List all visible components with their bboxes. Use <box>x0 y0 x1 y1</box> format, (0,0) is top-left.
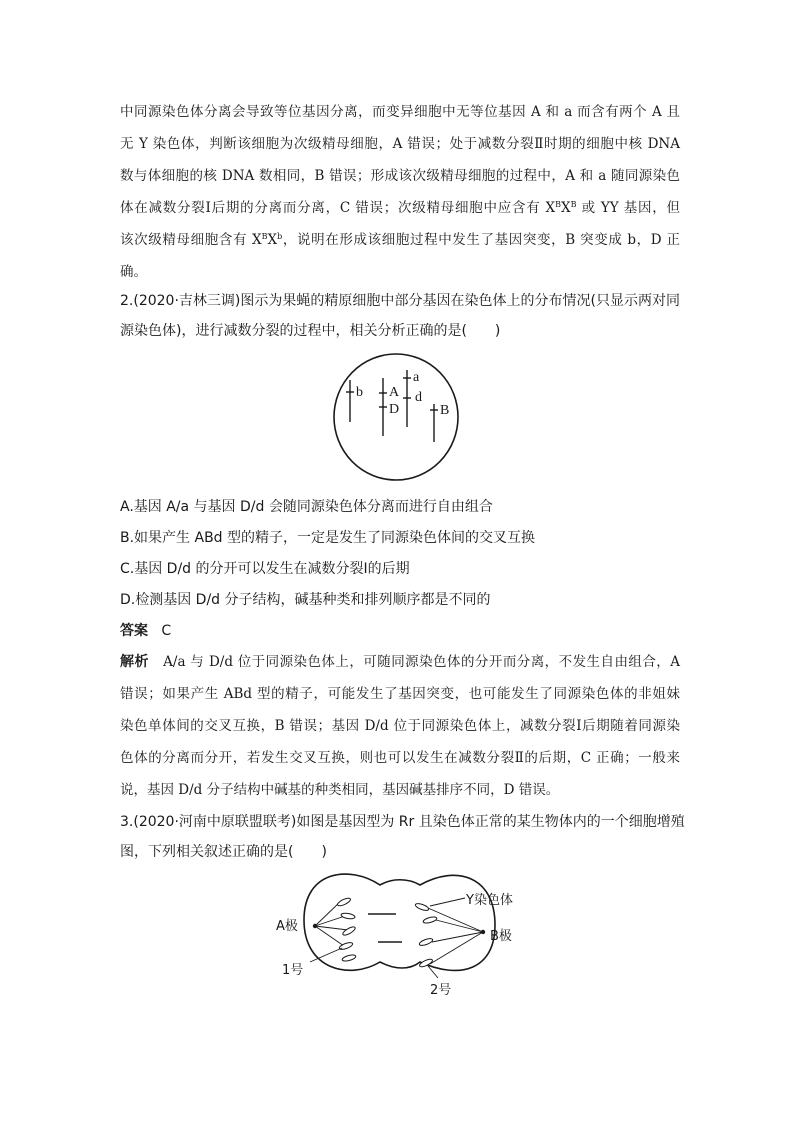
q2-chromosome-figure <box>330 352 462 484</box>
q2-analysis-line-4: 色体的分离而分开，若发生交叉互换，则也可以发生在减数分裂Ⅱ的后期，C 正确；一般来 <box>120 750 680 766</box>
label-no-2: 2号 <box>430 983 452 998</box>
analysis-line-5: 该次级精母细胞含有 $X^BX^b$，说明在形成该细胞过程中发生了基因突变，B 突变成 b，D 正 <box>120 232 680 248</box>
q2-analysis-line-1: 解析 A/a 与 D/d 位于同源染色体上，可随同源染色体的分开而分离，不发生自由组合，A <box>120 654 681 670</box>
q2-analysis-line-5: 说，基因 D/d 分子结构中碱基的种类相同，基因碱基排序不同，D 错误。 <box>120 782 560 798</box>
q2-stem-line-2: 源染色体)，进行减数分裂的过程中，相关分析正确的是( ) <box>120 323 501 339</box>
gene-A-label: A <box>389 385 400 400</box>
q3-stem-line-2: 图，下列相关叙述正确的是( ) <box>120 844 327 860</box>
analysis-line-4: 体在减数分裂Ⅰ后期的分离而分离，C 错误；次级精母细胞中应含有 $X^BX^B$ 或 YY 基因，但 <box>120 200 681 216</box>
gene-a-label: a <box>413 370 420 385</box>
q3-cell-division-figure <box>270 870 540 1000</box>
q3-stem-line-1: 3.(2020·河南中原联盟联考)如图是基因型为 Rr 且染色体正常的某生物体内的一个细胞增殖 <box>120 814 685 830</box>
gene-B-label: B <box>440 403 450 418</box>
analysis-line-3: 数与体细胞的核 DNA 数相同，B 错误；形成该次级精母细胞的过程中，A 和 a 随同源染色 <box>120 168 680 184</box>
q2-option-c: C.基因 D/d 的分开可以发生在减数分裂Ⅰ的后期 <box>120 561 410 577</box>
q2-option-a: A.基因 A/a 与基因 D/d 会随同源染色体分离而进行自由组合 <box>120 499 493 515</box>
q2-answer: 答案 C <box>120 623 172 639</box>
q2-analysis-line-3: 染色单体间的交叉互换，B 错误；基因 D/d 位于同源染色体上，减数分裂Ⅰ后期随着同源染 <box>120 718 680 734</box>
dividing-cell-outline <box>304 874 495 970</box>
q2-option-b: B.如果产生 ABd 型的精子，一定是发生了同源染色体间的交叉互换 <box>120 530 536 546</box>
analysis-line-6: 确。 <box>120 264 147 280</box>
q2-stem-line-1: 2.(2020·吉林三调)图示为果蝇的精原细胞中部分基因在染色体上的分布情况(只显示两对同 <box>120 293 680 309</box>
a-pole-label: A极 <box>276 919 298 934</box>
gene-d-label: d <box>415 390 422 405</box>
gene-b-label: b <box>356 385 363 400</box>
gene-D-label: D <box>389 402 400 417</box>
label-no-1: 1号 <box>282 963 304 978</box>
b-pole-label: B极 <box>490 929 512 944</box>
analysis-line-2: 无 Y 染色体，判断该细胞为次级精母细胞，A 错误；处于减数分裂Ⅱ时期的细胞中核 DNA <box>120 136 680 152</box>
y-chromosome-label: Y染色体 <box>466 893 513 908</box>
analysis-line-1: 中同源染色体分离会导致等位基因分离，而变异细胞中无等位基因 A 和 a 而含有两个 A 且 <box>120 104 680 120</box>
q2-analysis-line-2: 错误；如果产生 ABd 型的精子，可能发生了基因突变，也可能发生了同源染色体的非姐妹 <box>120 686 680 702</box>
q2-option-d: D.检测基因 D/d 分子结构，碱基种类和排列顺序都是不同的 <box>120 592 491 608</box>
